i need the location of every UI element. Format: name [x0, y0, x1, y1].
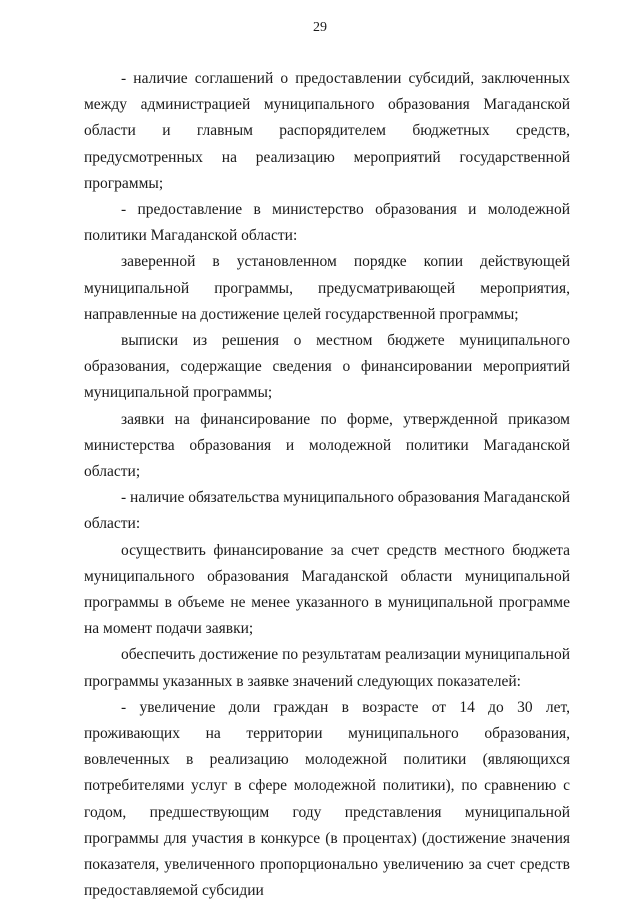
paragraph-funding-request: заявки на финансирование по форме, утвержденной приказом министерства образования и молодежной политики Магаданской области; [84, 410, 570, 481]
paragraph-local-funding: осуществить финансирование за счет средств местного бюджета муниципального образования Магаданской области муниципальной программы в объеме не менее указанного в муниципальной программе на момент подачи заявки; [84, 541, 570, 638]
paragraph-agreements: - наличие соглашений о предоставлении субсидий, заключенных между администрацией муниципального образования Магаданской области и главным распорядителем бюджетных средств, предусмотренных на реализацию мероприятий государственной программы; [84, 70, 570, 192]
document-body [84, 66, 570, 905]
paragraph-submission: - предоставление в министерство образования и молодежной политики Магаданской области: [84, 201, 570, 245]
page-number: 29 [313, 20, 327, 35]
paragraph-youth-share: - увеличение доли граждан в возрасте от 14 до 30 лет, проживающих на территории муниципального образования, вовлеченных в реализацию молодежной политики (являющихся потребителями услуг в сфере молодежной политики), по сравнению с годом, предшествующим году представления муниципальной программы для участия в конкурсе (в процентах) (достижение значения показателя, увеличенного пропорционально увеличению за счет средств предоставляемой субсидии [84, 698, 570, 900]
paragraph-budget-extract: выписки из решения о местном бюджете муниципального образования, содержащие сведения о финансировании мероприятий муниципальной программы; [84, 332, 570, 402]
paragraph-obligation: - наличие обязательства муниципального образования Магаданской области: [84, 489, 570, 533]
paragraph-indicators: обеспечить достижение по результатам реализации муниципальной программы указанных в заявке значений следующих показателей: [84, 646, 570, 690]
paragraph-program-copy: заверенной в установленном порядке копии действующей муниципальной программы, предусматривающей мероприятия, направленные на достижение целей государственной программы; [84, 253, 570, 323]
